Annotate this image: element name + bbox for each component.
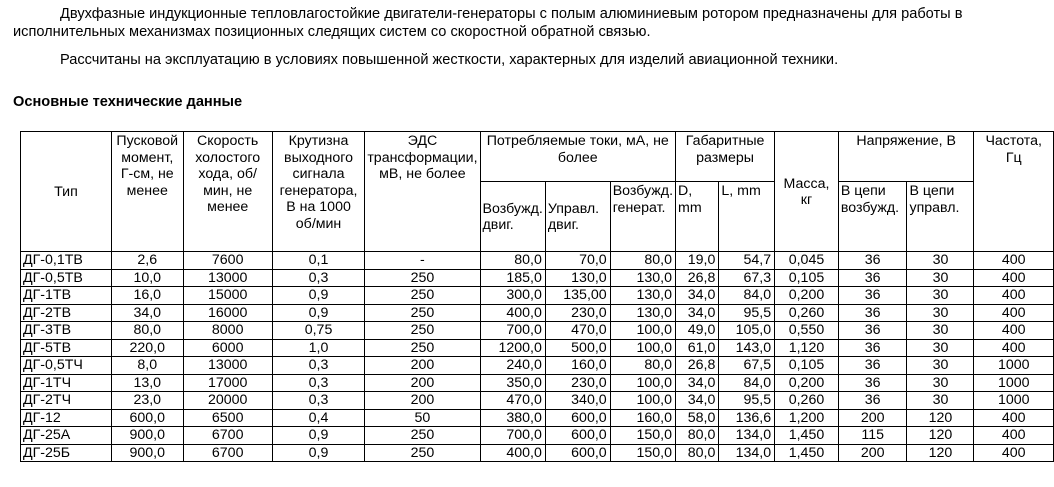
table-cell: 0,3 <box>272 357 365 375</box>
header-idle-speed: Скорость холостого хода, об/мин, не менее <box>183 132 272 252</box>
table-cell: 470,0 <box>480 392 545 410</box>
header-current-excitation: Возбужд. двиг. <box>480 182 545 252</box>
table-cell: 0,105 <box>775 357 839 375</box>
table-cell: 0,260 <box>775 304 839 322</box>
table-cell: 100,0 <box>610 322 675 340</box>
table-cell: ДГ-1ТЧ <box>21 374 112 392</box>
table-cell: 350,0 <box>480 374 545 392</box>
table-cell: 36 <box>838 304 907 322</box>
table-cell: 36 <box>838 322 907 340</box>
table-cell: 200 <box>365 374 480 392</box>
table-cell: 600,0 <box>545 444 610 462</box>
table-cell: 130,0 <box>545 269 610 287</box>
table-cell: 250 <box>365 304 480 322</box>
table-cell: 143,0 <box>719 339 775 357</box>
table-cell: 136,6 <box>719 409 775 427</box>
table-cell: 340,0 <box>545 392 610 410</box>
table-cell: 900,0 <box>111 444 183 462</box>
table-row <box>21 444 1054 462</box>
table-cell: 120 <box>907 444 974 462</box>
header-voltage-excitation: В цепи возбужд. <box>838 182 907 252</box>
table-cell: 84,0 <box>719 287 775 305</box>
table-cell: 470,0 <box>545 322 610 340</box>
table-cell: 1,450 <box>775 427 839 445</box>
table-cell: 36 <box>838 252 907 270</box>
table-cell: - <box>365 252 480 270</box>
table-cell: ДГ-2ТВ <box>21 304 112 322</box>
table-cell: 130,0 <box>610 269 675 287</box>
table-cell: 30 <box>907 392 974 410</box>
table-cell: 0,4 <box>272 409 365 427</box>
table-cell: 30 <box>907 269 974 287</box>
table-row <box>21 357 1054 375</box>
table-cell: 160,0 <box>545 357 610 375</box>
table-cell: 100,0 <box>610 392 675 410</box>
table-cell: 30 <box>907 357 974 375</box>
table-row <box>21 374 1054 392</box>
table-cell: 600,0 <box>545 409 610 427</box>
table-cell: 8,0 <box>111 357 183 375</box>
table-cell: 30 <box>907 322 974 340</box>
header-dim-d: D, mm <box>676 182 719 252</box>
table-row <box>21 409 1054 427</box>
table-cell: 400,0 <box>480 304 545 322</box>
table-cell: 150,0 <box>610 427 675 445</box>
header-slope: Крутизна выходного сигнала генератора, В на 1000 об/мин <box>272 132 365 252</box>
table-cell: 300,0 <box>480 287 545 305</box>
table-cell: 0,3 <box>272 392 365 410</box>
table-cell: 240,0 <box>480 357 545 375</box>
table-cell: 23,0 <box>111 392 183 410</box>
table-cell: 400 <box>974 444 1054 462</box>
table-cell: 34,0 <box>676 374 719 392</box>
table-cell: 250 <box>365 339 480 357</box>
table-cell: 8000 <box>183 322 272 340</box>
table-cell: 380,0 <box>480 409 545 427</box>
header-voltage-control: В цепи управл. <box>907 182 974 252</box>
table-cell: 0,3 <box>272 269 365 287</box>
table-cell: 135,00 <box>545 287 610 305</box>
table-cell: 6700 <box>183 444 272 462</box>
table-cell: 0,105 <box>775 269 839 287</box>
table-cell: 16,0 <box>111 287 183 305</box>
table-cell: 0,9 <box>272 427 365 445</box>
table-cell: ДГ-0,5ТЧ <box>21 357 112 375</box>
header-current-control: Управл. двиг. <box>545 182 610 252</box>
table-cell: 400 <box>974 427 1054 445</box>
table-cell: 80,0 <box>480 252 545 270</box>
table-cell: 100,0 <box>610 339 675 357</box>
table-cell: ДГ-25Б <box>21 444 112 462</box>
table-cell: 30 <box>907 287 974 305</box>
table-cell: ДГ-5ТВ <box>21 339 112 357</box>
table-cell: 7600 <box>183 252 272 270</box>
table-cell: ДГ-0,5ТВ <box>21 269 112 287</box>
table-cell: 19,0 <box>676 252 719 270</box>
table-cell: 2,6 <box>111 252 183 270</box>
table-cell: 115 <box>838 427 907 445</box>
table-cell: 20000 <box>183 392 272 410</box>
table-cell: 0,260 <box>775 392 839 410</box>
table-cell: 1200,0 <box>480 339 545 357</box>
table-cell: 1000 <box>974 374 1054 392</box>
table-cell: 1,120 <box>775 339 839 357</box>
table-cell: 84,0 <box>719 374 775 392</box>
table-cell: 160,0 <box>610 409 675 427</box>
header-current-generator: Возбужд. генерат. <box>610 182 675 252</box>
table-cell: 95,5 <box>719 392 775 410</box>
table-cell: 700,0 <box>480 427 545 445</box>
table-cell: 26,8 <box>676 269 719 287</box>
table-cell: 900,0 <box>111 427 183 445</box>
specs-table <box>20 131 1054 462</box>
table-cell: 17000 <box>183 374 272 392</box>
table-cell: ДГ-2ТЧ <box>21 392 112 410</box>
table-row <box>21 287 1054 305</box>
table-cell: 15000 <box>183 287 272 305</box>
table-cell: 36 <box>838 374 907 392</box>
table-cell: 130,0 <box>610 304 675 322</box>
table-row <box>21 339 1054 357</box>
table-cell: 80,0 <box>610 357 675 375</box>
header-emf: ЭДС трансформации, мВ, не более <box>365 132 480 252</box>
table-cell: 400 <box>974 339 1054 357</box>
specs-table-header <box>21 132 1054 252</box>
table-cell: 70,0 <box>545 252 610 270</box>
table-cell: 130,0 <box>610 287 675 305</box>
table-cell: 400 <box>974 304 1054 322</box>
table-cell: 54,7 <box>719 252 775 270</box>
table-cell: 49,0 <box>676 322 719 340</box>
table-cell: 230,0 <box>545 304 610 322</box>
table-cell: 34,0 <box>676 287 719 305</box>
table-cell: 80,0 <box>610 252 675 270</box>
table-cell: 400 <box>974 252 1054 270</box>
table-cell: 80,0 <box>111 322 183 340</box>
table-cell: 95,5 <box>719 304 775 322</box>
table-cell: 0,9 <box>272 304 365 322</box>
table-cell: 80,0 <box>676 427 719 445</box>
table-cell: 36 <box>838 392 907 410</box>
table-cell: 80,0 <box>676 444 719 462</box>
table-cell: 50 <box>365 409 480 427</box>
table-cell: 1000 <box>974 357 1054 375</box>
table-cell: 400 <box>974 287 1054 305</box>
table-cell: 500,0 <box>545 339 610 357</box>
table-cell: 67,3 <box>719 269 775 287</box>
table-cell: 36 <box>838 269 907 287</box>
table-cell: 6700 <box>183 427 272 445</box>
table-cell: 200 <box>365 392 480 410</box>
table-cell: 250 <box>365 269 480 287</box>
table-cell: 30 <box>907 339 974 357</box>
table-cell: 0,550 <box>775 322 839 340</box>
table-cell: 120 <box>907 427 974 445</box>
table-cell: 36 <box>838 357 907 375</box>
table-cell: 30 <box>907 252 974 270</box>
header-start-torque: Пусковой момент, Г-см, не менее <box>111 132 183 252</box>
table-cell: 0,200 <box>775 287 839 305</box>
table-cell: 400,0 <box>480 444 545 462</box>
table-cell: 250 <box>365 427 480 445</box>
table-cell: 100,0 <box>610 374 675 392</box>
table-cell: 0,1 <box>272 252 365 270</box>
table-row <box>21 269 1054 287</box>
table-cell: 0,9 <box>272 287 365 305</box>
table-cell: 400 <box>974 322 1054 340</box>
table-cell: 134,0 <box>719 427 775 445</box>
table-cell: 200 <box>838 444 907 462</box>
table-cell: 0,045 <box>775 252 839 270</box>
table-row <box>21 304 1054 322</box>
table-cell: 36 <box>838 339 907 357</box>
table-cell: 26,8 <box>676 357 719 375</box>
table-cell: 250 <box>365 444 480 462</box>
table-cell: 34,0 <box>676 392 719 410</box>
header-type: Тип <box>21 132 112 252</box>
table-cell: 185,0 <box>480 269 545 287</box>
section-heading: Основные технические данные <box>13 94 243 110</box>
table-cell: 600,0 <box>111 409 183 427</box>
table-cell: 250 <box>365 287 480 305</box>
header-mass: Масса, кг <box>775 132 839 252</box>
table-cell: 13000 <box>183 269 272 287</box>
table-cell: 400 <box>974 409 1054 427</box>
table-cell: 61,0 <box>676 339 719 357</box>
table-cell: 105,0 <box>719 322 775 340</box>
table-cell: 200 <box>365 357 480 375</box>
table-cell: 0,200 <box>775 374 839 392</box>
table-cell: 58,0 <box>676 409 719 427</box>
table-cell: 30 <box>907 304 974 322</box>
table-cell: 6500 <box>183 409 272 427</box>
table-cell: 1000 <box>974 392 1054 410</box>
table-cell: 150,0 <box>610 444 675 462</box>
table-cell: 0,3 <box>272 374 365 392</box>
table-cell: 250 <box>365 322 480 340</box>
table-cell: 400 <box>974 269 1054 287</box>
header-frequency: Частота, Гц <box>974 132 1054 252</box>
table-cell: 13000 <box>183 357 272 375</box>
table-cell: 120 <box>907 409 974 427</box>
table-cell: ДГ-12 <box>21 409 112 427</box>
header-dimensions: Габаритные размеры <box>676 132 775 182</box>
header-dim-l: L, mm <box>719 182 775 252</box>
table-cell: ДГ-25А <box>21 427 112 445</box>
table-cell: 10,0 <box>111 269 183 287</box>
table-row <box>21 427 1054 445</box>
table-cell: 1,0 <box>272 339 365 357</box>
table-cell: 30 <box>907 374 974 392</box>
table-cell: 34,0 <box>676 304 719 322</box>
table-row <box>21 392 1054 410</box>
table-cell: 36 <box>838 287 907 305</box>
table-cell: ДГ-0,1ТВ <box>21 252 112 270</box>
table-cell: 600,0 <box>545 427 610 445</box>
header-voltage: Напряжение, В <box>838 132 974 182</box>
table-cell: 1,200 <box>775 409 839 427</box>
header-currents: Потребляемые токи, мА, не более <box>480 132 675 182</box>
specs-table-body <box>21 252 1054 462</box>
table-cell: ДГ-1ТВ <box>21 287 112 305</box>
table-cell: 700,0 <box>480 322 545 340</box>
table-row <box>21 322 1054 340</box>
table-cell: 34,0 <box>111 304 183 322</box>
table-cell: 16000 <box>183 304 272 322</box>
table-cell: 67,5 <box>719 357 775 375</box>
table-cell: 0,9 <box>272 444 365 462</box>
table-cell: 13,0 <box>111 374 183 392</box>
table-cell: ДГ-3ТВ <box>21 322 112 340</box>
table-cell: 230,0 <box>545 374 610 392</box>
table-cell: 134,0 <box>719 444 775 462</box>
table-cell: 220,0 <box>111 339 183 357</box>
table-cell: 1,450 <box>775 444 839 462</box>
intro-paragraph-1: Двухфазные индукционные тепловлагостойкие двигатели-генераторы с полым алюминиевым ротором предназначены для работы в исполнительных механизмах позиционных следящих систем со скоростной обратной связью. <box>13 6 963 40</box>
intro-paragraph-2: Рассчитаны на эксплуатацию в условиях повышенной жесткости, характерных для изделий авиационной техники. <box>60 52 839 68</box>
table-cell: 200 <box>838 409 907 427</box>
table-row <box>21 252 1054 270</box>
table-cell: 0,75 <box>272 322 365 340</box>
table-cell: 6000 <box>183 339 272 357</box>
